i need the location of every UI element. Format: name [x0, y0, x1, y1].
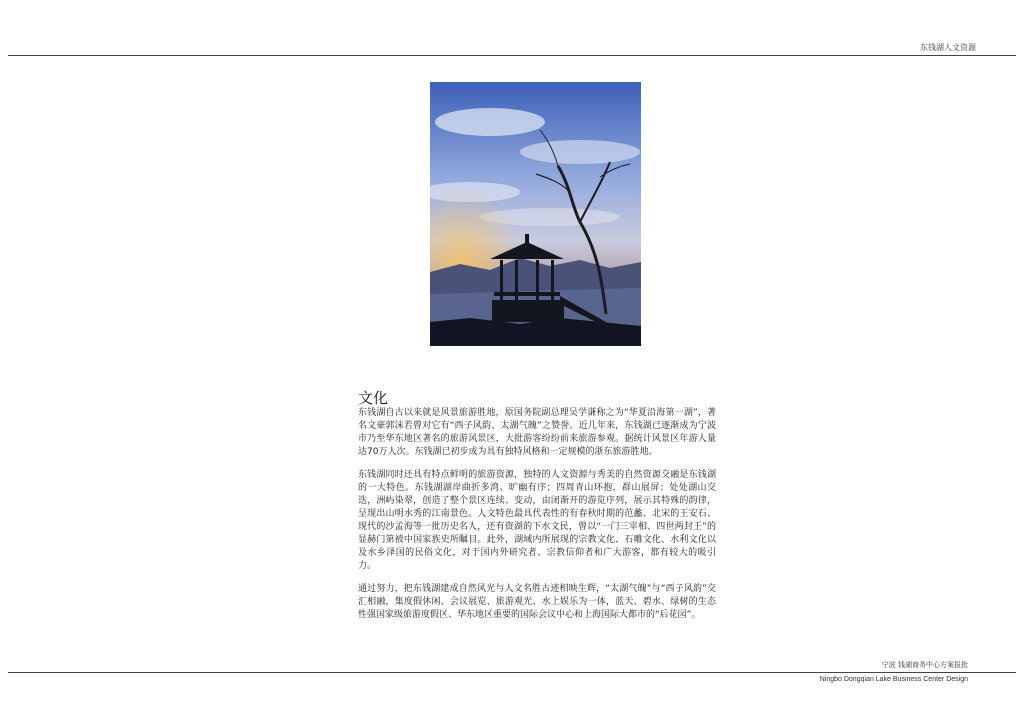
header-rule [8, 55, 1016, 56]
footer-project-cn: 宁波 钱湖商务中心方案报批 [881, 661, 968, 669]
footer-rule [8, 672, 1016, 673]
page-header-label: 东钱湖人文资源 [920, 43, 976, 52]
footer-project-en: Ningbo Dongqian Lake Business Center Design [819, 676, 968, 683]
paragraph: 东钱湖自古以来就是风景旅游胜地，原国务院副总理吴学谦称之为“华夏沿海第一湖”，著名文豪郭沫若曾对它有“西子风韵、太湖气魄”之赞誉。近几年来，东钱湖已逐渐成为宁波市乃至华东地区著名的旅游风景区，大批游客纷纷前来旅游参观。据统计风景区年游人量达70万人次。东钱湖已初步成为具有独特风格和一定规模的浙东旅游胜地。 [358, 408, 716, 457]
body-text [358, 407, 716, 632]
pavilion-photo [430, 82, 641, 346]
paragraph: 东钱湖同时还具有特点鲜明的旅游资源，独特的人文资源与秀美的自然资源交融是东钱湖的一大特色。东钱湖湖岸曲折多湾、旷幽有序；四周青山环抱，群山展屏；处处湖山交迭，洲屿染翠，创造了整个景区连续、变动，由闭渐开的游览序列，展示其特殊的韵律，呈现出山明水秀的江南景色。人文特色最具代表性的有春秋时期的范蠡、北宋的王安石、现代的沙孟海等一批历史名人，还有资湖的下水文民，曾以“一门三宰相、四世两封王”的显赫门第被中国家族史所瞩目。此外，湖域内所展现的宗教文化、石雕文化、水利文化以及水乡泽国的民俗文化，对于国内外研究者、宗教信仰者和广大游客，都有较大的吸引力。 [358, 470, 716, 571]
section-title: 文化 [358, 389, 389, 408]
paragraph: 通过努力，把东钱湖建成自然风光与人文名胜古迹相映生辉，“太湖气魄”与“西子风韵”交汇相融，集度假休闲、会议展览、旅游观光、水上娱乐为一体，蓝天、碧水、绿树的生态性强国家级旅游度假区、华东地区重要的国际会议中心和上海国际大都市的“后花园”。 [358, 584, 716, 620]
